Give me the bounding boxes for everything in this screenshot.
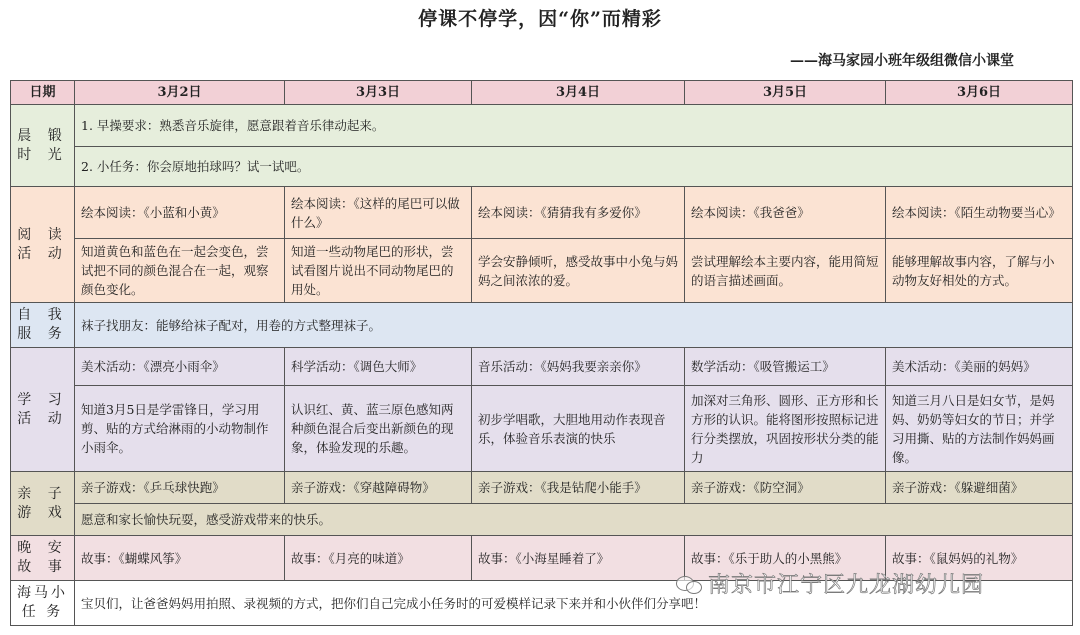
reading-title-4: 绘本阅读：《我爸爸》 <box>685 187 886 239</box>
self-service-label: 自 我 服 务 <box>11 303 75 348</box>
learning-title-row <box>11 348 1073 386</box>
parent-game-5: 亲子游戏：《躲避细菌》 <box>886 472 1073 504</box>
date-header: 日期 <box>11 81 75 105</box>
morning-row-2 <box>11 147 1073 187</box>
page-title: 停课不停学，因“你”而精彩 <box>418 8 662 30</box>
reading-detail-1: 知道黄色和蓝色在一起会变色，尝试把不同的颜色混合在一起，观察颜色变化。 <box>75 239 285 303</box>
reading-title-5: 绘本阅读：《陌生动物要当心》 <box>886 187 1073 239</box>
learning-detail-4: 加深对三角形、圆形、正方形和长方形的认识。能将图形按照标记进行分类摆放，巩固按形状分类的能力 <box>685 386 886 472</box>
parent-games-note: 愿意和家长愉快玩耍，感受游戏带来的快乐。 <box>75 504 1073 536</box>
learning-detail-1: 知道3月5日是学雷锋日，学习用剪、贴的方式给淋雨的小动物制作小雨伞。 <box>75 386 285 472</box>
parent-game-3: 亲子游戏：《我是钻爬小能手》 <box>472 472 685 504</box>
bedtime-story-4: 故事：《乐于助人的小黑熊》 <box>685 536 886 581</box>
day-header-3: 3月4日 <box>472 81 685 105</box>
reading-detail-3: 学会安静倾听，感受故事中小兔与妈妈之间浓浓的爱。 <box>472 239 685 303</box>
day-header-2: 3月3日 <box>285 81 472 105</box>
day-header-1: 3月2日 <box>75 81 285 105</box>
learning-title-4: 数学活动：《吸管搬运工》 <box>685 348 886 386</box>
reading-title-2: 绘本阅读：《这样的尾巴可以做什么》 <box>285 187 472 239</box>
task-label: 海马小 任 务 <box>11 581 75 626</box>
page-subtitle: ——海马家园小班年级组微信小课堂 <box>790 53 1014 69</box>
parent-games-title-row <box>11 472 1073 504</box>
learning-title-2: 科学活动：《调色大师》 <box>285 348 472 386</box>
learning-title-1: 美术活动：《漂亮小雨伞》 <box>75 348 285 386</box>
self-service-row <box>11 303 1073 348</box>
day-header-4: 3月5日 <box>685 81 886 105</box>
morning-label: 晨 锻 时 光 <box>11 105 75 187</box>
reading-detail-5: 能够理解故事内容，了解与小动物友好相处的方式。 <box>886 239 1073 303</box>
reading-label: 阅 读 活 动 <box>11 187 75 303</box>
parent-game-2: 亲子游戏：《穿越障碍物》 <box>285 472 472 504</box>
bedtime-story-3: 故事：《小海星睡着了》 <box>472 536 685 581</box>
bedtime-story-5: 故事：《鼠妈妈的礼物》 <box>886 536 1073 581</box>
bedtime-story-1: 故事：《蝴蝶风筝》 <box>75 536 285 581</box>
reading-detail-row <box>11 239 1073 303</box>
parent-games-note-row <box>11 504 1073 536</box>
day-header-5: 3月6日 <box>886 81 1073 105</box>
reading-title-1: 绘本阅读：《小蓝和小黄》 <box>75 187 285 239</box>
reading-title-3: 绘本阅读：《猜猜我有多爱你》 <box>472 187 685 239</box>
parent-game-1: 亲子游戏：《乒乓球快跑》 <box>75 472 285 504</box>
learning-detail-row <box>11 386 1073 472</box>
morning-line-2: 2. 小任务：你会原地拍球吗？试一试吧。 <box>75 147 1073 187</box>
bedtime-story-2: 故事：《月亮的味道》 <box>285 536 472 581</box>
watermark-text: 南京市江宁区九龙湖幼儿园 <box>708 573 985 598</box>
weekly-schedule-table <box>10 80 1073 626</box>
learning-detail-3: 初步学唱歌，大胆地用动作表现音乐，体验音乐表演的快乐 <box>472 386 685 472</box>
learning-detail-5: 知道三月八日是妇女节，是妈妈、奶奶等妇女的节日；并学习用撕、贴的方法制作妈妈画像。 <box>886 386 1073 472</box>
self-service-text: 袜子找朋友：能够给袜子配对，用卷的方式整理袜子。 <box>75 303 1073 348</box>
parent-games-label: 亲 子 游 戏 <box>11 472 75 536</box>
reading-detail-2: 知道一些动物尾巴的形状，尝试看图片说出不同动物尾巴的用处。 <box>285 239 472 303</box>
task-text: 宝贝们，让爸爸妈妈用拍照、录视频的方式，把你们自己完成小任务时的可爱模样记录下来并和小伙伴们分享吧！ <box>75 581 1073 626</box>
parent-game-4: 亲子游戏：《防空洞》 <box>685 472 886 504</box>
learning-title-3: 音乐活动：《妈妈我要亲亲你》 <box>472 348 685 386</box>
wechat-icon <box>676 573 702 595</box>
watermark <box>676 568 984 599</box>
header-row <box>11 81 1073 105</box>
learning-label: 学 习 活 动 <box>11 348 75 472</box>
morning-line-1: 1. 早操要求：熟悉音乐旋律，愿意跟着音乐律动起来。 <box>75 105 1073 147</box>
learning-title-5: 美术活动：《美丽的妈妈》 <box>886 348 1073 386</box>
morning-row-1 <box>11 105 1073 147</box>
reading-detail-4: 尝试理解绘本主要内容，能用简短的语言描述画面。 <box>685 239 886 303</box>
learning-detail-2: 认识红、黄、蓝三原色感知两种颜色混合后变出新颜色的现象，体验发现的乐趣。 <box>285 386 472 472</box>
reading-title-row <box>11 187 1073 239</box>
bedtime-label: 晚 安 故 事 <box>11 536 75 581</box>
